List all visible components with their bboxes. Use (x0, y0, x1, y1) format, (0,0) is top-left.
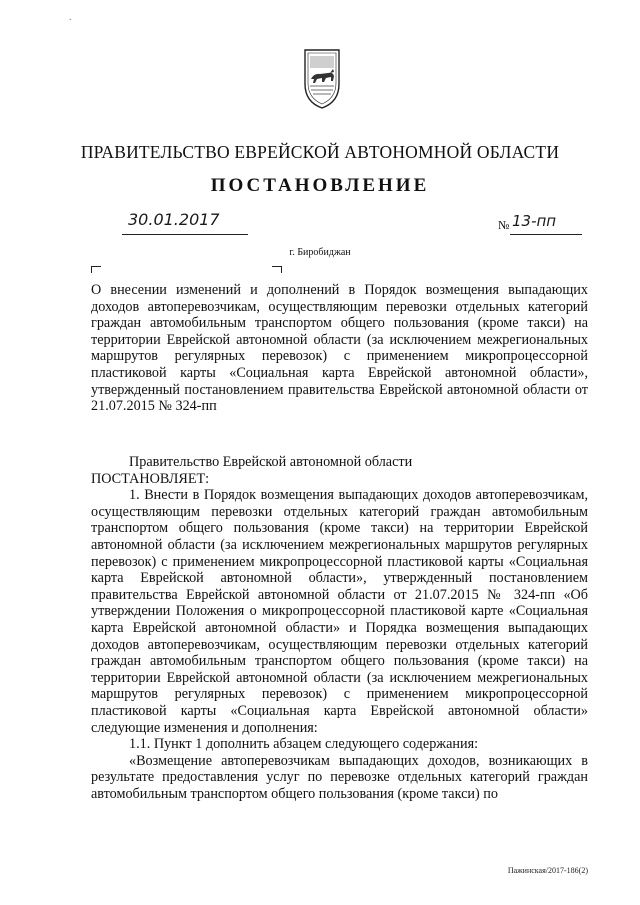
number-sign: № (498, 218, 510, 232)
subject-bracket-left (91, 266, 101, 273)
resolution-heading: ПОСТАНОВЛЯЕТ: (91, 470, 210, 487)
handwritten-number: 13-пп (512, 212, 557, 230)
scan-mark: . (69, 12, 72, 23)
document-type-title: ПОСТАНОВЛЕНИЕ (210, 175, 430, 196)
handwritten-date: 30.01.2017 (128, 210, 220, 229)
clause-1: 1. Внести в Порядок возмещения выпадающих доходов автоперевозчикам, осуществляющим перевозки отдельных категорий граждан автомобильным транспортом общего пользования (кроме такси) на территории Еврейской автономной области (за исключением межрегиональных маршрутов регулярных перевозок) с применением микропроцессорной пластиковой карты «Социальная карта Еврейской автономной области», утвержденный постановлением правительства Еврейской автономной области от 21.07.2015 № 324-пп «Об утверждении Положения о микропроцессорной пластиковой карте «Социальная карта Еврейской автономной области» и Порядка возмещения выпадающих доходов автоперевозчикам, осуществляющим перевозки отдельных категорий граждан автомобильным транспортом общего пользования (кроме такси) на территории Еврейской автономной области (за исключением межрегиональных маршрутов регулярных перевозок) с применением микропроцессорной пластиковой карты «Социальная карта Еврейской автономной области» следующие изменения и дополнения: (91, 487, 588, 736)
date-underline (122, 234, 248, 235)
city-label: г. Биробиджан (289, 247, 351, 258)
intro-line: Правительство Еврейской автономной области (129, 454, 413, 470)
government-title: ПРАВИТЕЛЬСТВО ЕВРЕЙСКОЙ АВТОНОМНОЙ ОБЛАСТИ (80, 142, 560, 162)
clause-1-1: 1.1. Пункт 1 дополнить абзацем следующего содержания: (129, 736, 479, 753)
footer-reference: Пажинская/2017-186(2) (507, 866, 588, 875)
quoted-addition: «Возмещение автоперевозчикам выпадающих доходов, возникающих в результате предоставления услуг по перевозке отдельных категорий граждан автомобильным транспортом общего пользования (кроме такси) по (91, 752, 588, 802)
coat-of-arms-emblem (302, 46, 342, 110)
document-body (91, 454, 588, 802)
number-underline (510, 234, 582, 235)
subject-paragraph: О внесении изменений и дополнений в Порядок возмещения выпадающих доходов автоперевозчикам, осуществляющим перевозки отдельных категорий граждан автомобильным транспортом общего пользования (кроме такси) на территории Еврейской автономной области (за исключением межрегиональных маршрутов регулярных перевозок) с применением микропроцессорной пластиковой карты «Социальная карта Еврейской автономной области», утвержденный постановлением правительства Еврейской автономной области от 21.07.2015 № 324-пп (91, 282, 588, 415)
subject-bracket-right (272, 266, 282, 273)
